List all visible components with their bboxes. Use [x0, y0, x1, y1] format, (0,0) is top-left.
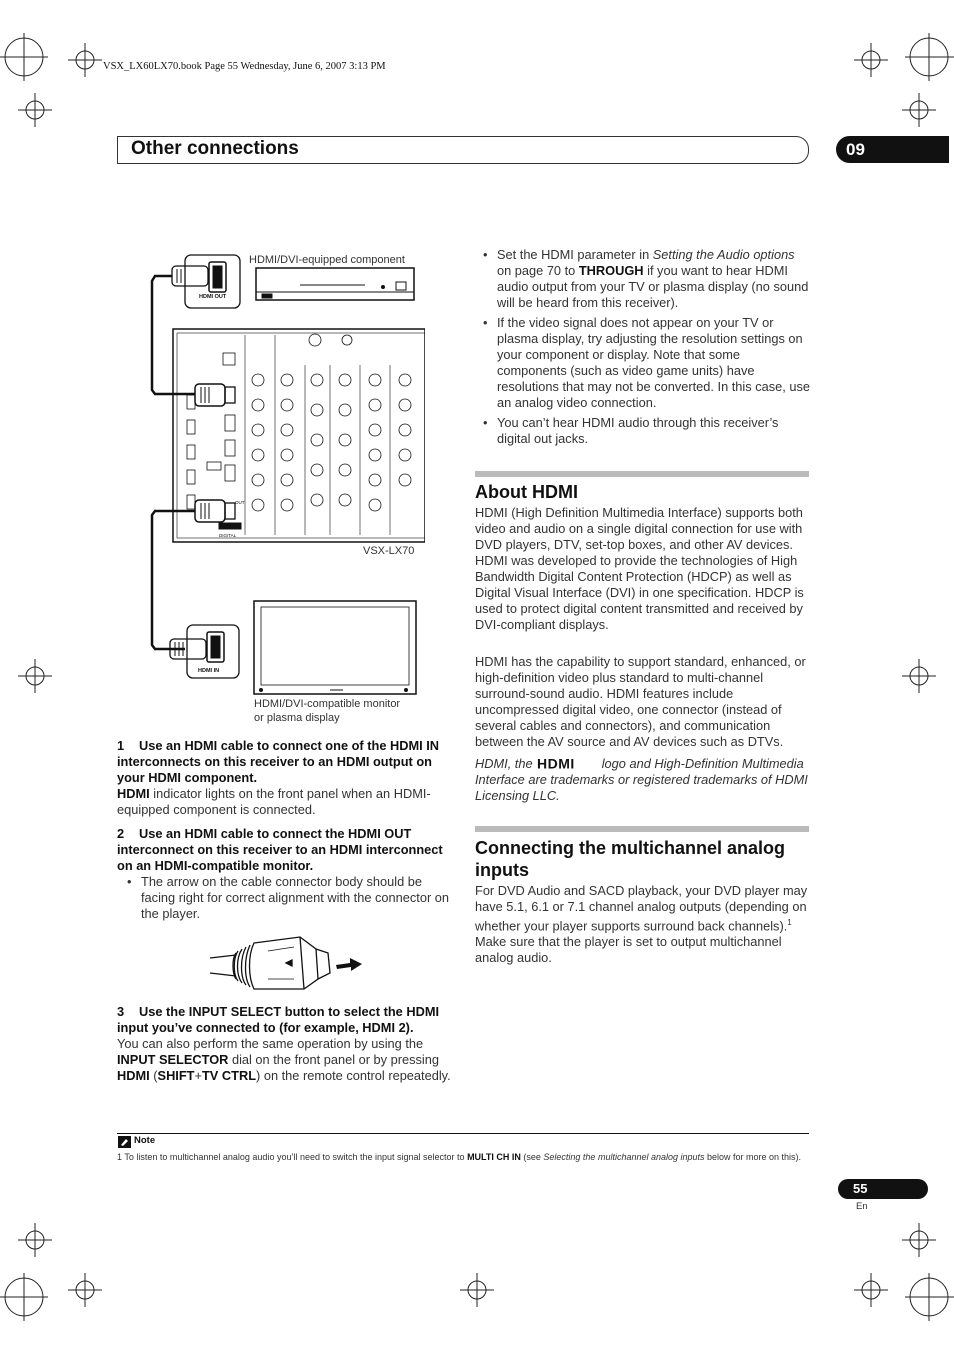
footnote-text-c: (see [520, 1152, 544, 1162]
note-rule [117, 1133, 809, 1134]
step-3-body-f: SHIFT [157, 1068, 195, 1083]
footnote-text-a: 1 To listen to multichannel analog audio you’ll need to switch the input signal selector to [117, 1152, 468, 1162]
hdmi-tips [479, 247, 811, 447]
panel-digital-label: DIGITAL [219, 533, 237, 538]
step-1-heading: Use an HDMI cable to connect one of the HDMI IN interconnects on this receiver to an HDMI output on your HDMI component. [117, 738, 440, 785]
multichannel-text-a: For DVD Audio and SACD playback, your DVD player may have 5.1, 6.1 or 7.1 channel analog outputs (depending on whether your player supports surround back channels). [475, 883, 808, 934]
trademark-a: HDMI, the [475, 756, 537, 771]
step-1-body-bold: HDMI [117, 786, 150, 801]
tip-1-e: if you want to hear HDMI audio output from your TV or plasma display (no sound will be heard from this receiver). [497, 263, 809, 310]
about-hdmi-p1: HDMI (High Definition Multimedia Interface) supports both video and audio on a single digital connection for use with DVD players, DTV, set-top boxes, and other AV devices. HDMI was developed to provide the technologies of High Bandwidth Digital Content Protection (HDCP) as well as Digital Visual Interface (DVI) in one specification. HDCP is used to protect digital content transmitted and received by DVI-compliant displays. [475, 505, 804, 632]
hdmi-connection-diagram [115, 245, 425, 730]
step-1 [117, 738, 457, 818]
multichannel-title-line-2: inputs [475, 860, 529, 880]
tip-1-link-text: Setting the Audio options [652, 247, 795, 262]
hdmi-plug-illustration [208, 933, 368, 999]
panel-out-label: OUT [235, 500, 245, 505]
tip-bullet-3: • You can’t hear HDMI audio through this receiver’s digital out jacks. [479, 415, 811, 447]
hdmi-in-label: HDMI IN [198, 668, 220, 674]
step-3-body-g: + [194, 1068, 202, 1083]
footnote-text-e: below for more on this). [704, 1152, 802, 1162]
chapter-title: Other connections [131, 138, 299, 159]
about-section-bar [475, 471, 809, 477]
step-1-number: 1 [117, 738, 125, 753]
hdmi-logo-icon [536, 756, 598, 770]
hdmi-out-label: HDMI OUT [199, 294, 227, 300]
multichannel-text-b: Make sure that the player is set to output multichannel analog audio. [475, 934, 782, 966]
footnote-text-b: MULTI CH IN [467, 1152, 521, 1162]
step-3-body-d: HDMI [117, 1068, 150, 1083]
tip-bullet-2: • If the video signal does not appear on your TV or plasma display, try adjusting the resolution settings on your component or display. Note that some components (such as video game units) have resolutions that may not be converted. In this case, use an analog video connection. [479, 315, 811, 411]
tip-1-a: Set the HDMI parameter in [497, 247, 653, 262]
note-label: Note [134, 1135, 156, 1146]
tip-1-d: THROUGH [578, 263, 644, 278]
step-3-number: 3 [117, 1004, 125, 1019]
trademark-b: logo and High-Definition Multimedia Interface are trademarks or registered trademarks of HDMI Licensing LLC. [475, 756, 808, 803]
note-icon [118, 1136, 131, 1148]
tip-1-c: on page 70 to [497, 263, 579, 278]
step-2 [117, 826, 457, 922]
step-2-heading: Use an HDMI cable to connect the HDMI OUT interconnect on this receiver to an HDMI interconnect on an HDMI-compatible monitor. [117, 826, 443, 873]
footnote-text-d: Selecting the multichannel analog inputs [543, 1152, 705, 1162]
step-2-number: 2 [117, 826, 125, 841]
step-3-body-e: ( [149, 1068, 158, 1083]
multichannel-section-bar [475, 826, 809, 832]
step-3-body-h: TV CTRL [201, 1068, 257, 1083]
step-3-body-b: INPUT SELECTOR [117, 1052, 229, 1067]
multichannel-paragraph [475, 883, 809, 966]
footnote-ref[interactable]: 1 [787, 918, 792, 927]
book-meta: VSX_LX60LX70.book Page 55 Wednesday, June 6, 2007 3:13 PM [103, 61, 386, 72]
step-3-heading: Use the INPUT SELECT button to select the HDMI input you’ve connected to (for example, HDMI 2). [117, 1004, 440, 1035]
step-3-body-i: ) on the remote control repeatedly. [256, 1068, 451, 1083]
tip-bullet-1 [479, 247, 811, 311]
footnote-1 [117, 1151, 809, 1163]
about-hdmi-p2: HDMI has the capability to support standard, enhanced, or high-definition video plus standard to multi-channel surround-sound audio. HDMI features include uncompressed digital video, one connector (instead of several cables and connectors), and communication between the AV source and AV devices such as DTVs. [475, 654, 806, 749]
receiver-label: VSX-LX70 [363, 545, 415, 557]
multichannel-title-line-1: Connecting the multichannel analog [475, 838, 786, 858]
monitor-label-2: or plasma display [254, 712, 340, 724]
about-hdmi-title: About HDMI [475, 482, 578, 502]
step-3 [117, 1004, 457, 1084]
hdmi-logo-text: HDMI [537, 756, 575, 770]
step-3-body-c: dial on the front panel or by pressing [228, 1052, 439, 1067]
component-label: HDMI/DVI-equipped component [249, 254, 405, 266]
monitor-label-1: HDMI/DVI-compatible monitor [254, 698, 401, 710]
chapter-number: 09 [836, 136, 949, 163]
multichannel-title [475, 837, 809, 881]
step-3-body-a: You can also perform the same operation by using the [117, 1036, 424, 1051]
page-number: 55 [838, 1179, 928, 1199]
step-2-bullet: • The arrow on the cable connector body should be facing right for correct alignment with the connector on the player. [123, 874, 457, 922]
trademark-notice [475, 756, 809, 804]
language-code: En [856, 1201, 868, 1212]
step-1-body: indicator lights on the front panel when an HDMI-equipped component is connected. [117, 786, 431, 817]
